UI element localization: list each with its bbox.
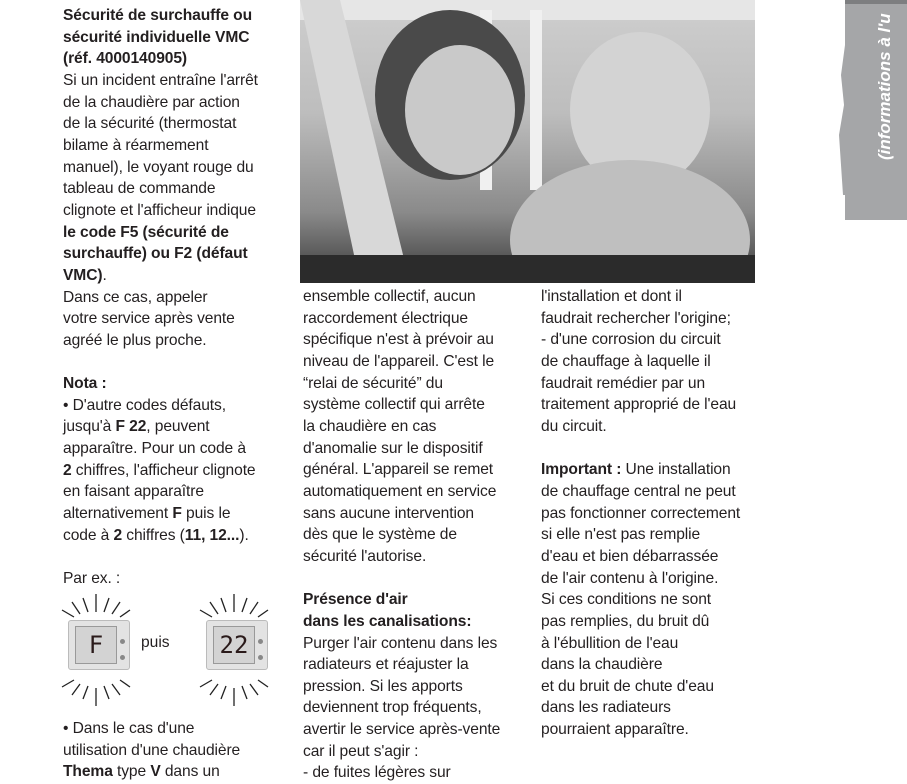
- text-segment: deviennent trop fréquents,: [303, 699, 482, 717]
- text-line: [541, 589, 766, 611]
- bold-text: dans les canalisations:: [303, 612, 472, 630]
- text-segment: .: [102, 266, 107, 284]
- text-segment: spécifique n'est à prévoir au: [303, 331, 494, 349]
- text-line: [541, 329, 766, 351]
- text-segment: niveau de l'appareil. C'est le: [303, 352, 495, 370]
- text-line: [63, 395, 288, 417]
- bold-text: Important :: [541, 461, 622, 479]
- text-segment: pas remplies, du bruit dû: [541, 612, 710, 630]
- text-segment: manuel), le voyant rouge du: [63, 158, 254, 176]
- text-segment: avertir le service après-vente: [303, 721, 501, 739]
- bold-text: surchauffe) ou F2 (défaut: [63, 245, 248, 263]
- text-segment: pourraient apparaître.: [541, 721, 689, 739]
- text-segment: faudrait remédier par un: [541, 374, 706, 392]
- text-segment: sécurité l'autorise.: [303, 547, 427, 565]
- text-segment: - de fuites légères sur: [303, 764, 451, 782]
- text-segment: • Dans le cas d'une: [63, 720, 195, 737]
- text-line: [63, 265, 288, 287]
- text-line: [303, 762, 528, 784]
- column-3-text: [541, 286, 766, 741]
- text-line: [303, 741, 528, 763]
- text-segment: de la sécurité (thermostat: [63, 115, 237, 133]
- text-segment: chiffres (: [122, 526, 185, 544]
- text-line: [541, 481, 766, 503]
- indicator-dot: [258, 655, 263, 660]
- text-line: [541, 524, 766, 546]
- text-segment: traitement approprié de l'eau: [541, 396, 737, 414]
- text-line: [303, 589, 528, 611]
- text-segment: raccordement électrique: [303, 309, 468, 327]
- text-segment: • D'autre codes défauts,: [63, 396, 226, 414]
- text-segment: bilame à réarmement: [63, 136, 209, 154]
- text-segment: de chauffage à laquelle il: [541, 352, 711, 370]
- text-line: [63, 481, 288, 503]
- indicator-dot: [120, 655, 125, 660]
- text-segment: sans aucune intervention: [303, 504, 474, 522]
- text-segment: si elle n'est pas remplie: [541, 526, 701, 544]
- bold-text: 2: [113, 526, 123, 544]
- side-section-tab: [845, 0, 907, 220]
- bold-text: 11, 12...: [184, 526, 240, 544]
- text-segment: radiateurs et réajuster la: [303, 656, 469, 674]
- text-line: [63, 525, 288, 547]
- text-segment: type: [112, 763, 151, 781]
- text-segment: Si un incident entraîne l'arrêt: [63, 71, 258, 89]
- text-line: [63, 352, 288, 374]
- text-segment: faudrait rechercher l'origine;: [541, 309, 731, 327]
- text-segment: Par ex. :: [63, 570, 121, 588]
- text-line: [63, 568, 288, 590]
- bold-text: Nota :: [63, 375, 107, 393]
- text-line: [303, 351, 528, 373]
- text-line: [63, 740, 288, 762]
- text-segment: général. L'appareil se remet: [303, 461, 494, 479]
- column-1-continued-text: [63, 718, 288, 783]
- text-line: [63, 373, 288, 395]
- text-segment: chiffres, l'afficheur clignote: [71, 461, 256, 479]
- text-line: [63, 222, 288, 244]
- text-segment: Si ces conditions ne sont: [541, 591, 711, 609]
- side-tab-edge: [839, 45, 849, 195]
- text-line: [303, 416, 528, 438]
- text-line: [541, 373, 766, 395]
- bold-text: F: [172, 505, 182, 523]
- text-line: [303, 394, 528, 416]
- text-segment: système collectif qui arrête: [303, 396, 485, 414]
- text-segment: dès que le système de: [303, 526, 457, 544]
- text-segment: code à: [63, 526, 114, 544]
- bold-text: Thema: [63, 763, 113, 781]
- bold-text: 2: [63, 461, 72, 479]
- text-line: [541, 394, 766, 416]
- text-line: [63, 460, 288, 482]
- text-line: [303, 719, 528, 741]
- text-segment: utilisation d'une chaudière: [63, 741, 241, 759]
- text-segment: à l'ébullition de l'eau: [541, 634, 679, 652]
- text-line: [303, 459, 528, 481]
- bold-text: V: [150, 763, 161, 781]
- display-panel-2: [206, 620, 268, 670]
- text-line: [541, 308, 766, 330]
- text-line: [63, 416, 288, 438]
- text-line: [541, 459, 766, 481]
- text-segment: automatiquement en service: [303, 482, 497, 500]
- column-1-text: [63, 5, 288, 590]
- text-segment: alternativement: [63, 505, 173, 523]
- text-segment: ).: [239, 526, 249, 544]
- text-line: [303, 633, 528, 655]
- text-segment: - d'une corrosion du circuit: [541, 331, 721, 349]
- text-line: [63, 438, 288, 460]
- text-segment: d'anomalie sur le dispositif: [303, 439, 483, 457]
- indicator-dot: [258, 639, 263, 644]
- text-segment: puis le: [181, 505, 231, 523]
- text-segment: la chaudière en cas: [303, 417, 437, 435]
- photo-children: [300, 0, 755, 283]
- side-tab-label: (informations à l'u: [875, 13, 894, 160]
- text-line: [63, 70, 288, 92]
- text-line: [63, 92, 288, 114]
- text-segment: Dans ce cas, appeler: [63, 288, 208, 306]
- text-line: [541, 351, 766, 373]
- text-segment: , peuvent: [146, 418, 210, 436]
- text-segment: dans les radiateurs: [541, 699, 671, 717]
- text-line: [303, 676, 528, 698]
- text-segment: dans la chaudière: [541, 656, 663, 674]
- text-segment: pas fonctionner correctement: [541, 504, 741, 522]
- text-segment: “relai de sécurité” du: [303, 374, 443, 392]
- text-segment: car il peut s'agir :: [303, 742, 419, 760]
- text-segment: en faisant apparaître: [63, 483, 204, 501]
- text-segment: d'eau et bien débarrassée: [541, 547, 719, 565]
- text-line: [541, 546, 766, 568]
- text-line: [63, 27, 288, 49]
- text-line: [541, 654, 766, 676]
- text-line: [303, 481, 528, 503]
- bold-text: VMC): [63, 266, 103, 284]
- text-line: [541, 611, 766, 633]
- text-segment: et du bruit de chute d'eau: [541, 677, 714, 695]
- text-segment: Purger l'air contenu dans les: [303, 634, 498, 652]
- text-line: [303, 308, 528, 330]
- text-line: [303, 373, 528, 395]
- text-segment: jusqu'à: [63, 418, 116, 436]
- text-line: [63, 48, 288, 70]
- text-line: [63, 113, 288, 135]
- text-line: [541, 633, 766, 655]
- bold-text: le code F5 (sécurité de: [63, 223, 229, 241]
- text-line: [63, 330, 288, 352]
- text-line: [541, 719, 766, 741]
- text-line: [303, 503, 528, 525]
- display-screen-1: F: [75, 626, 117, 664]
- text-line: [63, 546, 288, 568]
- column-2-text: [303, 286, 528, 784]
- text-line: [541, 438, 766, 460]
- text-line: [63, 243, 288, 265]
- text-line: [303, 438, 528, 460]
- indicator-dot: [120, 639, 125, 644]
- text-segment: dans un: [160, 763, 220, 781]
- text-line: [541, 676, 766, 698]
- display-panel-1: [68, 620, 130, 670]
- text-line: [63, 157, 288, 179]
- text-line: [541, 416, 766, 438]
- text-line: [303, 568, 528, 590]
- text-line: [63, 308, 288, 330]
- text-line: [541, 697, 766, 719]
- text-line: [303, 524, 528, 546]
- text-line: [303, 654, 528, 676]
- text-line: [541, 286, 766, 308]
- text-line: [541, 503, 766, 525]
- text-line: [63, 503, 288, 525]
- text-segment: pression. Si les apports: [303, 677, 463, 695]
- text-segment: Une installation: [621, 461, 731, 479]
- bold-text: Présence d'air: [303, 591, 408, 609]
- text-segment: du circuit.: [541, 417, 607, 435]
- bold-text: Sécurité de surchauffe ou: [63, 7, 253, 24]
- top-bar: [845, 0, 907, 4]
- text-line: [303, 286, 528, 308]
- text-segment: l'installation et dont il: [541, 288, 682, 305]
- bold-text: sécurité individuelle VMC: [63, 28, 250, 46]
- text-line: [63, 5, 288, 27]
- text-line: [63, 178, 288, 200]
- text-segment: de l'air contenu à l'origine.: [541, 569, 719, 587]
- text-line: [63, 761, 288, 783]
- text-line: [303, 697, 528, 719]
- connector-text: puis: [141, 634, 170, 651]
- text-segment: votre service après vente: [63, 310, 235, 328]
- text-line: [63, 287, 288, 309]
- text-segment: apparaître. Pour un code à: [63, 440, 246, 458]
- text-line: [303, 329, 528, 351]
- text-segment: de la chaudière par action: [63, 93, 240, 111]
- text-line: [63, 200, 288, 222]
- text-segment: agréé le plus proche.: [63, 331, 207, 349]
- bold-text: (réf. 4000140905): [63, 50, 188, 68]
- text-line: [63, 135, 288, 157]
- display-screen-2: 22: [213, 626, 255, 664]
- text-segment: ensemble collectif, aucun: [303, 288, 476, 305]
- text-line: [303, 546, 528, 568]
- text-line: [541, 568, 766, 590]
- bold-text: F 22: [115, 418, 147, 436]
- text-line: [303, 611, 528, 633]
- text-segment: clignote et l'afficheur indique: [63, 201, 256, 219]
- photo-children-icon: [300, 0, 755, 283]
- text-line: [63, 718, 288, 740]
- text-segment: de chauffage central ne peut: [541, 482, 736, 500]
- text-segment: tableau de commande: [63, 180, 216, 198]
